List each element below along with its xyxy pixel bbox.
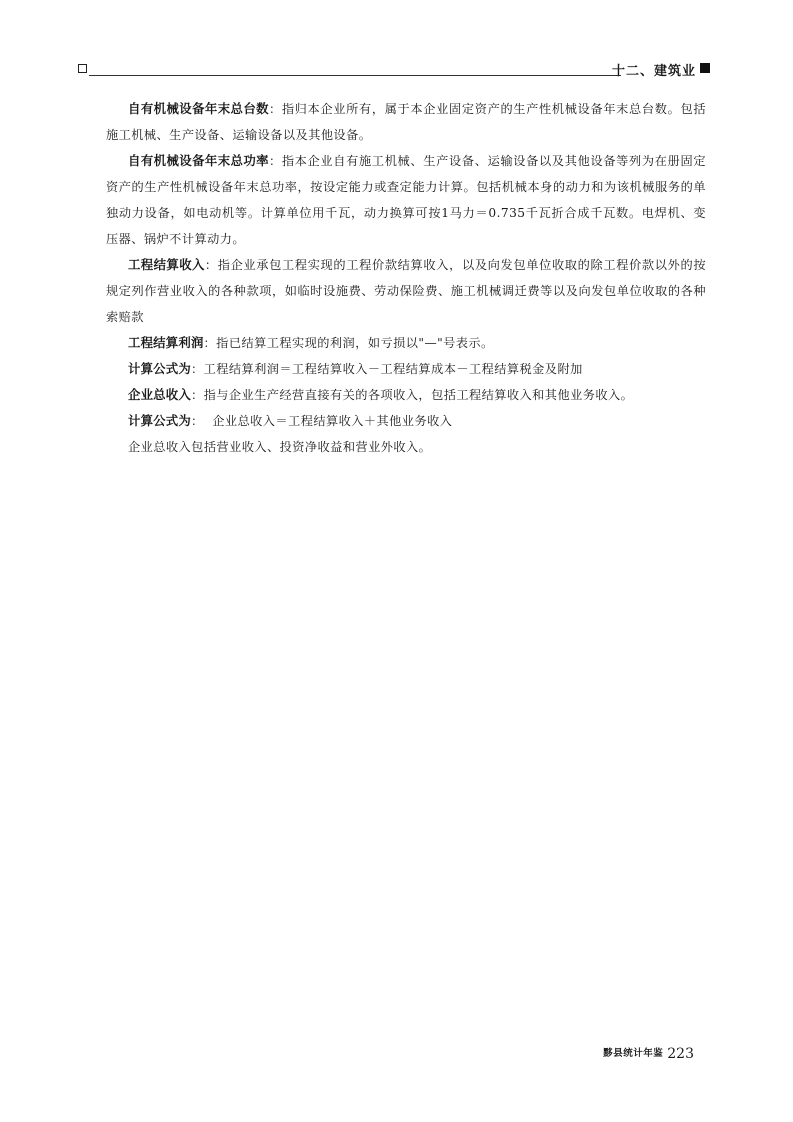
header-square-outline-icon xyxy=(78,64,87,73)
paragraph-machinery-count xyxy=(106,96,706,148)
paragraph-total-income xyxy=(106,382,706,408)
term-label: 工程结算利润 xyxy=(128,335,204,350)
formula-text: ：工程结算利润＝工程结算收入－工程结算成本－工程结算税金及附加 xyxy=(190,362,583,376)
paragraph-settlement-income xyxy=(106,252,706,330)
term-definition: ：指企业承包工程实现的工程价款结算收入，以及向发包单位收取的除工程价款以外的按规定列作营业收入的各种款项，如临时设施费、劳动保险费、施工机械调迁费等以及向发包单位收取的各种索赔款 xyxy=(106,258,706,324)
term-label: 计算公式为 xyxy=(128,413,191,428)
body-text xyxy=(106,96,706,460)
page-header xyxy=(78,60,710,78)
paragraph-income-formula xyxy=(106,408,706,434)
term-label: 自有机械设备年末总台数 xyxy=(128,101,269,116)
section-title: 十二、建筑业 xyxy=(611,64,696,79)
paragraph-income-note xyxy=(106,434,706,460)
paragraph-settlement-profit xyxy=(106,330,706,356)
yearbook-title: 黟县统计年鉴 xyxy=(603,1048,664,1059)
term-label: 计算公式为 xyxy=(128,361,191,376)
header-rule xyxy=(89,75,621,76)
term-definition: ：指与企业生产经营直接有关的各项收入，包括工程结算收入和其他业务收入。 xyxy=(190,388,634,402)
paragraph-machinery-power xyxy=(106,148,706,252)
header-square-filled-icon xyxy=(700,63,710,73)
formula-text: ： 企业总收入＝工程结算收入＋其他业务收入 xyxy=(190,414,453,428)
note-text: 企业总收入包括营业收入、投资净收益和营业外收入。 xyxy=(128,440,432,454)
term-label: 企业总收入 xyxy=(128,387,191,402)
term-definition: ：指归本企业所有，属于本企业固定资产的生产性机械设备年末总台数。包括施工机械、生产设备、运输设备以及其他设备。 xyxy=(106,102,706,142)
page-footer xyxy=(603,1043,694,1062)
page-number: 223 xyxy=(667,1046,694,1062)
paragraph-profit-formula xyxy=(106,356,706,382)
term-definition: ：指本企业自有施工机械、生产设备、运输设备以及其他设备等列为在册固定资产的生产性机械设备年末总功率，按设定能力或查定能力计算。包括机械本身的动力和为该机械服务的单独动力设备，如电动机等。计算单位用千瓦，动力换算可按1马力＝0.735千瓦折合成千瓦数。电焊机、变压器、锅炉不计算动力。 xyxy=(106,154,706,246)
term-definition: ：指已结算工程实现的利润，如亏损以"—"号表示。 xyxy=(203,336,494,350)
term-label: 自有机械设备年末总功率 xyxy=(128,153,269,168)
term-label: 工程结算收入 xyxy=(128,257,205,272)
